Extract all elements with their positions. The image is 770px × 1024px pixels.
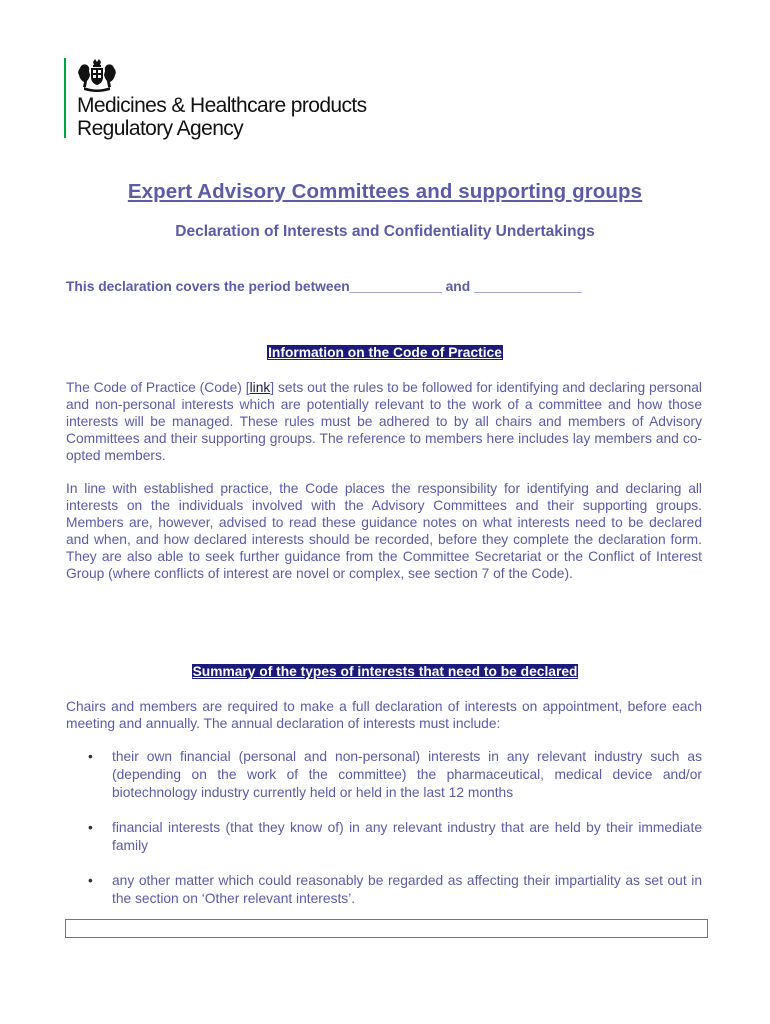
document-title: Expert Advisory Committees and supporting groups [127,180,643,203]
section-heading-code-of-practice-text: Information on the Code of Practice [268,345,502,360]
list-item [66,819,702,855]
declaration-requirements-paragraph: Chairs and members are required to make a full declaration of interests on appointment, before each meeting and annually. The annual declaration of interests must include: [66,699,702,731]
organisation-name-line1: Medicines & Healthcare products [77,94,367,117]
bullet-icon: • [88,749,93,764]
section-heading-code-of-practice [0,345,770,360]
list-item-text: financial interests (that they know of) in any relevant industry that are held by their immediate family [112,820,702,853]
established-practice-paragraph: In line with established practice, the Code places the responsibility for identifying and declaring all interests on the individuals involved with the Advisory Committees and their supporting groups. Members are, however, advised to read these guidance notes on what interests need to be declared and when, and how declared interests should be recorded, before they complete the declaration form. They are also able to seek further guidance from the Committee Secretariat or the Conflict of Interest Group (where conflicts of interest are novel or complex, see section 7 of the Code). [66,481,702,581]
section-heading-types-of-interests-text: Summary of the types of interests that need to be declared [192,664,578,679]
organisation-name [77,94,367,140]
interest-types-list [66,748,702,925]
list-item [66,872,702,908]
logo-accent-rule [64,58,66,138]
paragraph-text-after-link: ] sets out the rules to be followed for identifying and declaring personal and non-personal interests which are potentially relevant to the work of a committee and how those interests will be managed. These rules must be adhered to by all chairs and members of Advisory Committees and their supporting groups. The reference to members here includes lay members and co-opted members. [66,380,702,463]
code-of-practice-paragraph [66,379,702,464]
royal-coat-of-arms-icon [74,58,120,92]
paragraph-text-before-link: The Code of Practice (Code) [ [66,380,250,395]
organisation-name-line2: Regulatory Agency [77,117,244,140]
code-of-practice-link[interactable]: link [249,380,271,395]
list-item [66,748,702,802]
document-subtitle: Declaration of Interests and Confidentiality Undertakings [175,223,595,240]
declaration-period: This declaration covers the period between____________ and ______________ [66,279,582,294]
bullet-icon: • [88,820,93,835]
bullet-icon: • [88,873,93,888]
bordered-text-box [65,919,708,938]
list-item-text: their own financial (personal and non-personal) interests in any relevant industry such as (depending on the work of the committee) the pharmaceutical, medical device and/or biotechnology industry currently held or held in the last 12 months [112,749,702,800]
list-item-text: any other matter which could reasonably be regarded as affecting their impartiality as set out in the section on ‘Other relevant interests’. [112,873,702,906]
section-heading-types-of-interests [0,664,770,679]
